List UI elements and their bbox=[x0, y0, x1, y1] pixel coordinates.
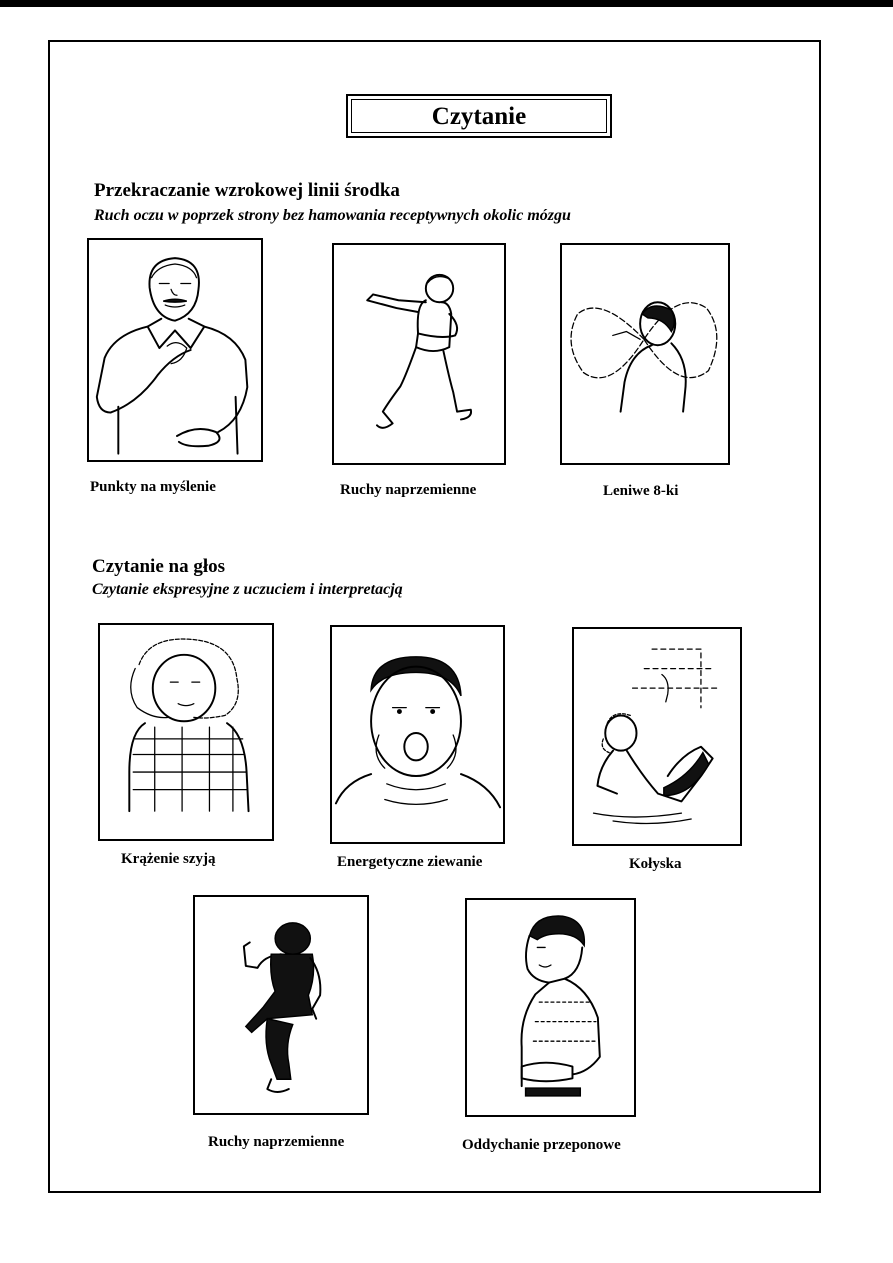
caption-rocker: Kołyska bbox=[629, 856, 682, 872]
cross-crawl-icon bbox=[332, 243, 506, 465]
caption-lazy-eights: Leniwe 8-ki bbox=[603, 483, 679, 499]
caption-energy-yawn: Energetyczne ziewanie bbox=[337, 854, 483, 870]
caption-belly-breathing: Oddychanie przeponowe bbox=[462, 1137, 621, 1153]
energy-yawn-icon bbox=[330, 625, 505, 844]
belly-breathing-icon bbox=[465, 898, 636, 1117]
cross-crawl-girl-icon bbox=[193, 895, 369, 1115]
page-title-box bbox=[346, 94, 612, 138]
caption-thinking-points: Punkty na myślenie bbox=[90, 479, 216, 495]
scan-top-edge bbox=[0, 0, 893, 7]
neck-rolls-icon bbox=[98, 623, 274, 841]
section2-subtitle: Czytanie ekspresyjne z uczuciem i interpretacją bbox=[92, 581, 403, 598]
caption-cross-crawl-girl: Ruchy naprzemienne bbox=[208, 1134, 345, 1150]
lazy-eights-icon bbox=[560, 243, 730, 465]
rocker-icon bbox=[572, 627, 742, 846]
section1-title: Przekraczanie wzrokowej linii środka bbox=[94, 180, 400, 201]
page-title: Czytanie bbox=[351, 99, 607, 133]
caption-cross-crawl: Ruchy naprzemienne bbox=[340, 482, 477, 498]
man-thinking-points-icon bbox=[87, 238, 263, 462]
section1-subtitle: Ruch oczu w poprzek strony bez hamowania receptywnych okolic mózgu bbox=[94, 207, 571, 224]
section2-title: Czytanie na głos bbox=[92, 556, 225, 577]
caption-neck-rolls: Krążenie szyją bbox=[121, 851, 216, 867]
